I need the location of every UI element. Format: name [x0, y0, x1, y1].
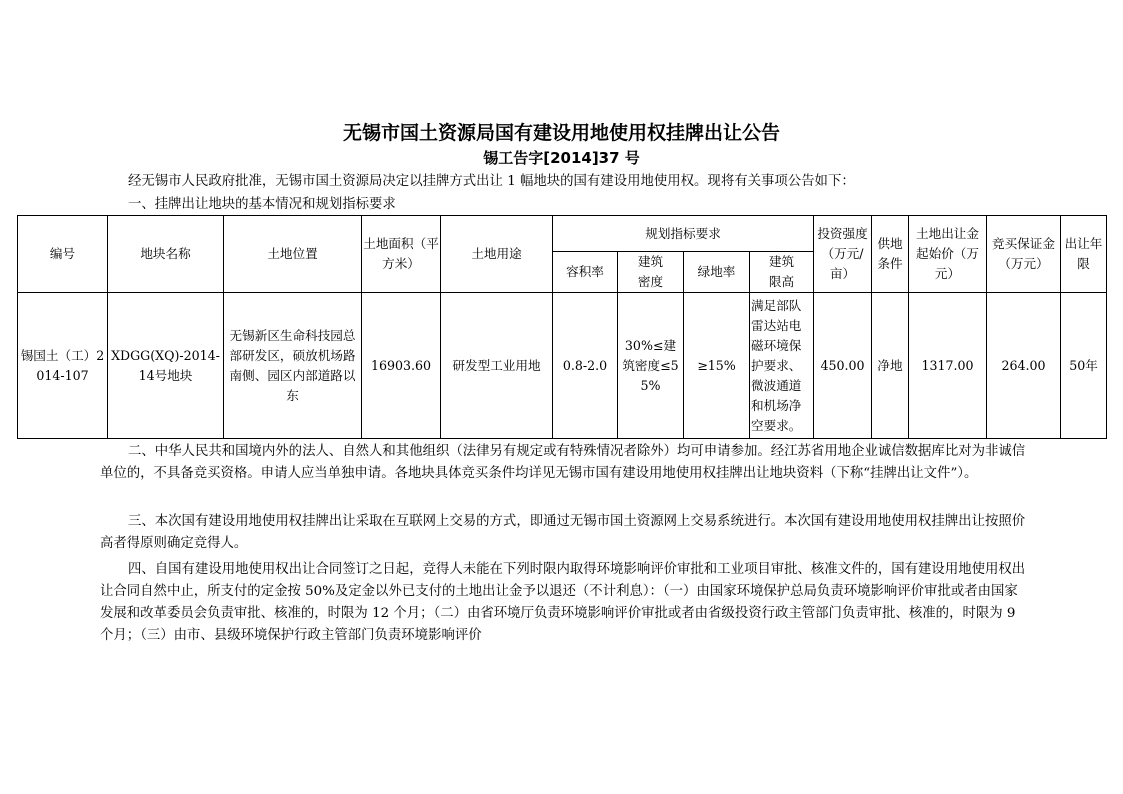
cell-area: 16903.60: [362, 293, 441, 439]
header-name: 地块名称: [108, 216, 224, 293]
cell-investment: 450.00: [814, 293, 872, 439]
header-start-price: 土地出让金起始价（万元）: [909, 216, 987, 293]
cell-supply: 净地: [872, 293, 909, 439]
section4-paragraph: 四、自国有建设用地使用权出让合同签订之日起，竞得人未能在下列时限内取得环境影响评价审批和工业项目审批、核准文件的，国有建设用地使用权出让合同自然中止，所支付的定金按 50%及定金以外已支付的土地出让金予以退还（不计利息）：（一）由国家环境保护总局负责环境影响评价审批或者由国家发展和改革委员会负责审批、核准的，时限为 12 个月；（二）由省环境厅负责环境影响评价审批或者由省级投资行政主管部门负责审批、核准的，时限为 9 个月；（三）由市、县级环境保护行政主管部门负责环境影响评价: [100, 562, 1026, 643]
table-row: [18, 293, 1107, 439]
header-deposit: 竞买保证金（万元）: [987, 216, 1061, 293]
land-parcel-table: [17, 215, 1107, 439]
header-supply: 供地条件: [872, 216, 909, 293]
intro-paragraph: 经无锡市人民政府批准，无锡市国土资源局决定以挂牌方式出让 1 幅地块的国有建设用地使用权。现将有关事项公告如下：: [128, 174, 855, 189]
cell-start-price: 1317.00: [909, 293, 987, 439]
cell-term: 50年: [1061, 293, 1107, 439]
cell-density: 30%≤建筑密度≤55%: [618, 293, 684, 439]
cell-id: 锡国土（工）2014-107: [18, 293, 108, 439]
header-area: 土地面积（平方米）: [362, 216, 441, 293]
cell-green: ≥15%: [684, 293, 750, 439]
header-term: 出让年限: [1061, 216, 1107, 293]
header-location: 土地位置: [224, 216, 362, 293]
cell-height: 满足部队雷达站电磁环境保护要求、微波通道和机场净空要求。: [750, 293, 814, 439]
header-far: 容积率: [553, 252, 618, 293]
header-use: 土地用途: [441, 216, 553, 293]
page-title: 无锡市国土资源局国有建设用地使用权挂牌出让公告: [342, 122, 780, 144]
cell-location: 无锡新区生命科技园总部研发区，硕放机场路南侧、园区内部道路以东: [224, 293, 362, 439]
header-density: 建筑密度: [618, 252, 684, 293]
header-investment: 投资强度（万元/亩）: [814, 216, 872, 293]
document-number: 锡工告字[2014]37 号: [483, 149, 640, 167]
cell-name: XDGG(XQ)-2014-14号地块: [108, 293, 224, 439]
section1-heading: 一、挂牌出让地块的基本情况和规划指标要求: [128, 197, 396, 212]
section3-paragraph: 三、本次国有建设用地使用权挂牌出让采取在互联网上交易的方式，即通过无锡市国土资源网上交易系统进行。本次国有建设用地使用权挂牌出让按照价高者得原则确定竞得人。: [100, 514, 1026, 551]
cell-far: 0.8-2.0: [553, 293, 618, 439]
cell-use: 研发型工业用地: [441, 293, 553, 439]
header-id: 编号: [18, 216, 108, 293]
header-green: 绿地率: [684, 252, 750, 293]
section2-paragraph: 二、中华人民共和国境内外的法人、自然人和其他组织（法律另有规定或有特殊情况者除外）均可申请参加。经江苏省用地企业诚信数据库比对为非诚信单位的，不具备竞买资格。申请人应当单独申请。各地块具体竞买条件均详见无锡市国有建设用地使用权挂牌出让地块资料（下称“挂牌出让文件”）。: [100, 444, 1026, 481]
header-planning: 规划指标要求: [553, 216, 814, 252]
cell-deposit: 264.00: [987, 293, 1061, 439]
header-height: 建筑限高: [750, 252, 814, 293]
